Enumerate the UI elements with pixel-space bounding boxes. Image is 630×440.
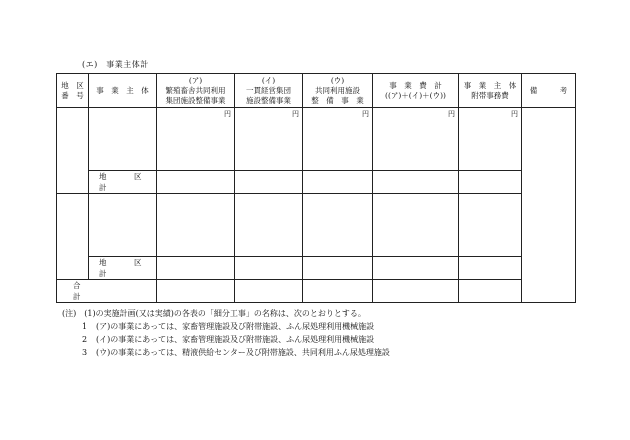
remarks-cell [522, 108, 576, 303]
note-number: 1 [82, 322, 88, 331]
header-text: 繁殖畜舎共同利用 [165, 85, 226, 95]
header-remarks: 備 考 [522, 74, 576, 108]
cost-cell [235, 171, 303, 194]
cost-cell [235, 280, 303, 303]
cost-cell [459, 108, 522, 171]
header-text: 事 業 費 計 [389, 80, 442, 90]
district-2-no-cell [57, 194, 89, 280]
cost-cell [373, 194, 459, 257]
cost-cell [373, 108, 459, 171]
yen-unit: 円 [292, 110, 299, 118]
cost-cell [373, 280, 459, 303]
header-a [157, 74, 235, 108]
yen-unit: 円 [511, 110, 518, 118]
header-text: 番 号 [61, 90, 84, 100]
header-row [57, 74, 576, 108]
cost-cell [373, 257, 459, 280]
cost-cell [235, 194, 303, 257]
header-entity-expense [459, 74, 522, 108]
cost-cell [459, 280, 522, 303]
header-text: ((ア)＋(イ)＋(ウ)) [385, 90, 446, 100]
header-u [303, 74, 373, 108]
section-title: (エ) 事業主体計 [82, 60, 149, 69]
header-text: 整 備 事 業 [311, 95, 364, 105]
header-i [235, 74, 303, 108]
district-1-subtotal-row [57, 171, 576, 194]
note-number: 3 [82, 348, 88, 357]
note-text: (ア)の事業にあっては、家畜管理施設及び附帯施設、ふん尿処理利用機械施設 [96, 322, 375, 331]
entity-cell [89, 108, 157, 171]
cost-cell [303, 108, 373, 171]
district-subtotal-label: 地 区 計 [89, 171, 157, 194]
header-text: 地 区 [61, 80, 84, 90]
header-text: 一貫経営集団 [246, 85, 291, 95]
header-text: 施設整備事業 [246, 95, 291, 105]
note-item [82, 320, 390, 333]
notes-intro: (注) (1)の実施計画(又は実績)の各表の「細分工事」の名称は、次のとおりとする。 [62, 309, 366, 318]
grand-total-label: 合 計 [57, 280, 157, 303]
cost-cell [235, 257, 303, 280]
district-subtotal-label: 地 区 計 [89, 257, 157, 280]
district-1-no-cell [57, 108, 89, 194]
cost-cell [373, 171, 459, 194]
cost-cell [235, 108, 303, 171]
cost-cell [303, 280, 373, 303]
note-item [82, 333, 390, 346]
grand-total-row [57, 280, 576, 303]
district-2-subtotal-row [57, 257, 576, 280]
cost-cell [459, 257, 522, 280]
note-text: (イ)の事業にあっては、家畜管理施設及び附帯施設、ふん尿処理利用機械施設 [96, 335, 375, 344]
entity-cell [89, 194, 157, 257]
header-district-no [57, 74, 89, 108]
header-text: 附帯事務費 [471, 90, 509, 100]
cost-cell [303, 194, 373, 257]
header-text: (イ) [261, 75, 276, 85]
header-text: 集団施設整備事業 [165, 95, 226, 105]
yen-unit: 円 [448, 110, 455, 118]
cost-cell [459, 171, 522, 194]
cost-cell [459, 194, 522, 257]
cost-cell [157, 194, 235, 257]
project-entity-table [56, 73, 576, 303]
note-text: (ウ)の事業にあっては、精液供給センター及び附帯施設、共同利用ふん尿処理施設 [96, 348, 390, 357]
district-2-body-row [57, 194, 576, 257]
district-1-body-row [57, 108, 576, 171]
header-entity: 事 業 主 体 [89, 74, 157, 108]
cost-cell [157, 108, 235, 171]
note-number: 2 [82, 335, 88, 344]
header-text: 共同利用施設 [315, 85, 360, 95]
header-text: 事 業 主 体 [463, 80, 517, 90]
header-text: (ウ) [330, 75, 345, 85]
cost-cell [303, 257, 373, 280]
notes-block [62, 307, 390, 359]
header-cost-total [373, 74, 459, 108]
note-item [82, 346, 390, 359]
header-text: (ア) [188, 75, 203, 85]
cost-cell [303, 171, 373, 194]
yen-unit: 円 [224, 110, 231, 118]
yen-unit: 円 [362, 110, 369, 118]
